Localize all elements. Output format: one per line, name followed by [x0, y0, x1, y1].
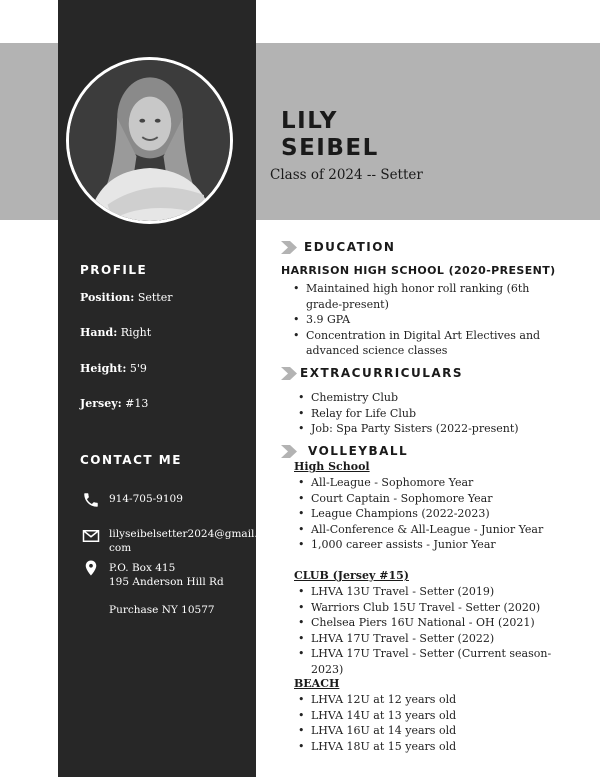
- list-item: • Court Captain - Sophomore Year: [296, 491, 546, 507]
- club-list: [296, 584, 556, 677]
- list-item: • LHVA 12U at 12 years old: [296, 692, 546, 708]
- profile-position: [80, 291, 173, 304]
- address-line: 195 Anderson Hill Rd: [109, 576, 224, 588]
- list-item: • LHVA 17U Travel - Setter (2022): [296, 631, 556, 647]
- email-icon: [82, 527, 100, 545]
- contact-heading: CONTACT ME: [80, 453, 182, 467]
- portrait-image: [69, 60, 230, 221]
- profile-label: Hand:: [80, 326, 118, 339]
- email-line: com: [109, 542, 132, 554]
- list-item: • LHVA 13U Travel - Setter (2019): [296, 584, 556, 600]
- profile-label: Jersey:: [80, 397, 122, 410]
- mailing-address: [109, 561, 224, 617]
- email-address[interactable]: [109, 527, 258, 555]
- profile-jersey: [80, 397, 148, 410]
- tagline: Class of 2024 -- Setter: [270, 167, 423, 183]
- last-name: SEIBEL: [281, 135, 379, 161]
- extracurriculars-list: [296, 390, 556, 437]
- list-item: • LHVA 16U at 14 years old: [296, 723, 546, 739]
- profile-hand: [80, 326, 151, 339]
- profile-value: Right: [117, 326, 152, 339]
- profile-value: #13: [121, 397, 149, 410]
- profile-label: Position:: [80, 291, 135, 304]
- chevron-right-icon: [281, 367, 301, 380]
- list-item: • Chelsea Piers 16U National - OH (2021): [296, 615, 556, 631]
- school-name: HARRISON HIGH SCHOOL (2020-PRESENT): [281, 264, 556, 277]
- candidate-name: [281, 108, 379, 162]
- profile-value: Setter: [134, 291, 173, 304]
- address-line: Purchase NY 10577: [109, 604, 215, 616]
- list-item: • All-League - Sophomore Year: [296, 475, 546, 491]
- extracurriculars-heading: EXTRACURRICULARS: [300, 366, 464, 380]
- email-line: lilyseibelsetter2024@gmail.: [109, 528, 258, 540]
- chevron-right-icon: [281, 241, 301, 254]
- profile-photo: [66, 57, 233, 224]
- first-name: LILY: [281, 108, 338, 134]
- high-school-subheading: High School: [294, 460, 370, 473]
- education-heading: EDUCATION: [304, 240, 396, 254]
- phone-number[interactable]: 914-705-9109: [109, 493, 183, 505]
- list-item: • Maintained high honor roll ranking (6th grade-present): [291, 281, 551, 312]
- list-item: • All-Conference & All-League - Junior Year: [296, 522, 546, 538]
- list-item: • LHVA 17U Travel - Setter (Current season- 2023): [296, 646, 556, 677]
- profile-value: 5'9: [126, 362, 147, 375]
- location-pin-icon: [82, 559, 100, 577]
- list-item: • LHVA 14U at 13 years old: [296, 708, 546, 724]
- profile-label: Height:: [80, 362, 127, 375]
- list-item: • Job: Spa Party Sisters (2022-present): [296, 421, 556, 437]
- high-school-list: [296, 475, 546, 553]
- profile-heading: PROFILE: [80, 263, 148, 277]
- chevron-right-icon: [281, 445, 301, 458]
- list-item: • 1,000 career assists - Junior Year: [296, 537, 546, 553]
- beach-list: [296, 692, 546, 754]
- beach-subheading: BEACH: [294, 677, 340, 690]
- phone-icon: [82, 491, 100, 509]
- address-line: P.O. Box 415: [109, 562, 176, 574]
- profile-height: [80, 362, 147, 375]
- list-item: • Chemistry Club: [296, 390, 556, 406]
- list-item: • Relay for Life Club: [296, 406, 556, 422]
- list-item: • LHVA 18U at 15 years old: [296, 739, 546, 755]
- volleyball-heading: VOLLEYBALL: [308, 444, 409, 458]
- club-subheading: CLUB (Jersey #15): [294, 569, 409, 582]
- list-item: • 3.9 GPA: [291, 312, 551, 328]
- list-item: • Warriors Club 15U Travel - Setter (2020): [296, 600, 556, 616]
- education-list: [291, 281, 551, 359]
- list-item: • League Champions (2022-2023): [296, 506, 546, 522]
- list-item: • Concentration in Digital Art Electives and advanced science classes: [291, 328, 551, 359]
